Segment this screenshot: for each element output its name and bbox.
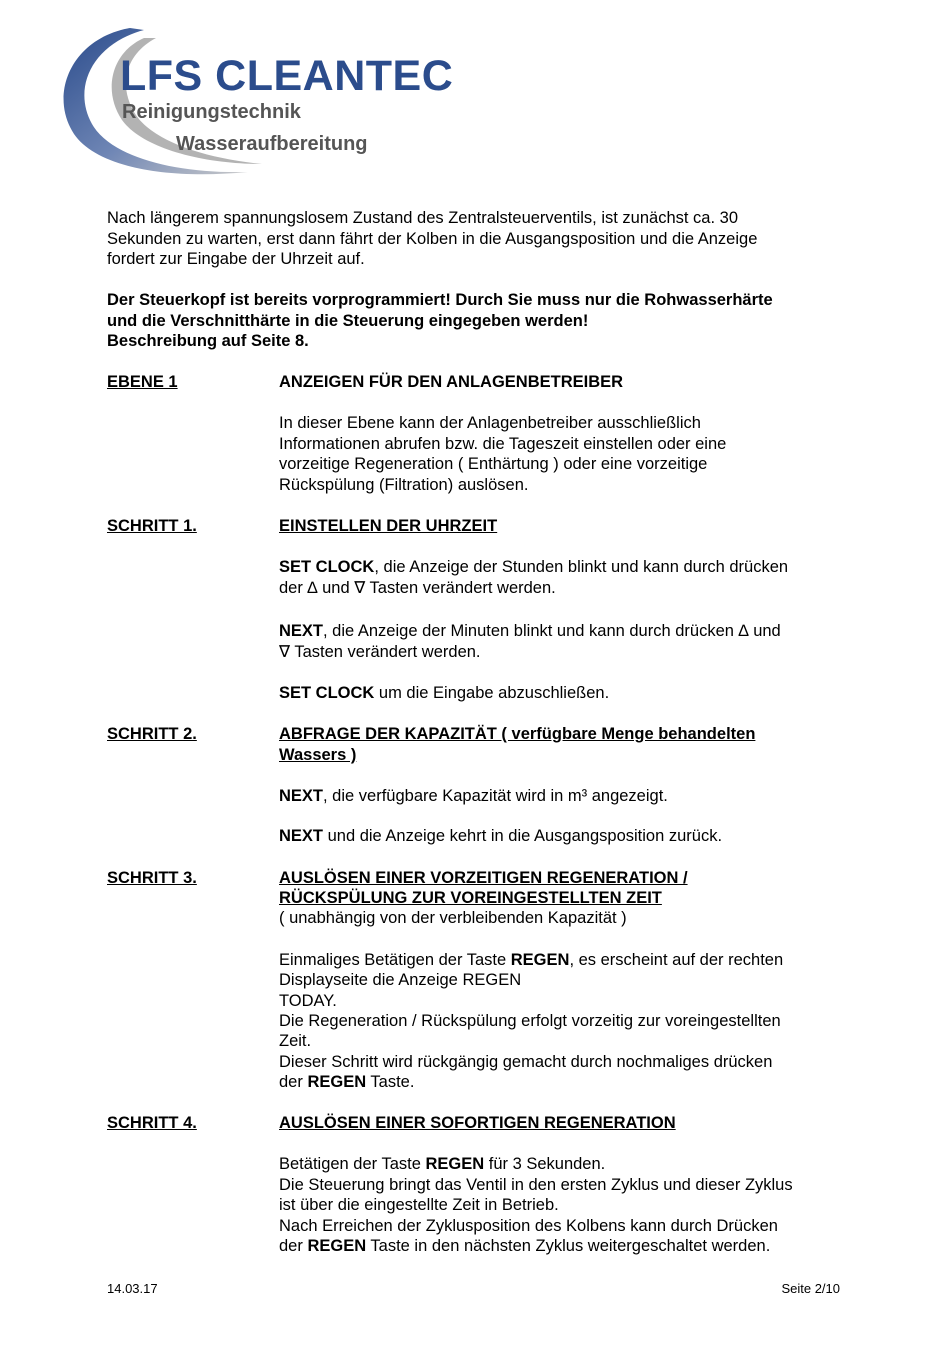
schritt3-line-7-pre: der <box>279 1073 308 1091</box>
schritt1-p2-line-2: ∇ Tasten verändert werden. <box>279 643 481 661</box>
schritt3-line-7-post: Taste. <box>366 1073 415 1091</box>
schritt1-p1-line-1 <box>279 557 788 578</box>
schritt1-label: SCHRITT 1. <box>107 517 197 535</box>
schritt3-line-6: Dieser Schritt wird rückgängig gemacht durch nochmaliges drücken <box>279 1053 773 1071</box>
regen-key: REGEN <box>510 951 570 969</box>
schritt3-line-5: Zeit. <box>279 1032 312 1050</box>
schritt2-p2-text: und die Anzeige kehrt in die Ausgangsposition zurück. <box>323 827 723 845</box>
regen-key: REGEN <box>307 1237 367 1255</box>
ebene1-label: EBENE 1 <box>107 373 178 391</box>
schritt2-heading-line-1: ABFRAGE DER KAPAZITÄT ( verfügbare Menge behandelten <box>279 725 756 743</box>
schritt4-line-5-post: Taste in den nächsten Zyklus weitergeschaltet werden. <box>366 1237 771 1255</box>
schritt1-p3-text: um die Eingabe abzuschließen. <box>374 684 610 702</box>
notice-line-1: Der Steuerkopf ist bereits vorprogrammiert! Durch Sie muss nur die Rohwasserhärte <box>107 291 773 309</box>
company-logo <box>52 24 492 184</box>
schritt1-p3 <box>279 683 609 704</box>
schritt3-line-2: Displayseite die Anzeige REGEN <box>279 971 522 989</box>
schritt1-p2-line-1 <box>279 621 781 642</box>
schritt4-line-4: Nach Erreichen der Zyklusposition des Kolbens kann durch Drücken <box>279 1217 778 1235</box>
schritt4-line-1-post: für 3 Sekunden. <box>484 1155 606 1173</box>
schritt3-note: ( unabhängig von der verbleibenden Kapazität ) <box>279 909 627 927</box>
ebene1-text-line-2: Informationen abrufen bzw. die Tageszeit einstellen oder eine <box>279 435 727 453</box>
set-clock-key: SET CLOCK <box>279 558 375 576</box>
next-key: NEXT <box>279 622 324 640</box>
schritt4-line-5-pre: der <box>279 1237 308 1255</box>
footer-page-number: Seite 2/10 <box>781 1281 840 1296</box>
set-clock-key: SET CLOCK <box>279 684 375 702</box>
schritt2-p2 <box>279 826 722 847</box>
schritt4-label: SCHRITT 4. <box>107 1114 197 1132</box>
regen-key: REGEN <box>307 1073 367 1091</box>
schritt1-p1-text: , die Anzeige der Stunden blinkt und kann durch drücken <box>374 558 789 576</box>
schritt1-p1-line-2: der ∆ und ∇ Tasten verändert werden. <box>279 579 556 597</box>
schritt4-line-1-pre: Betätigen der Taste <box>279 1155 426 1173</box>
intro-line-3: fordert zur Eingabe der Uhrzeit auf. <box>107 250 365 268</box>
intro-line-1: Nach längerem spannungslosem Zustand des Zentralsteuerventils, ist zunächst ca. 30 <box>107 209 739 227</box>
ebene1-text-line-1: In dieser Ebene kann der Anlagenbetreiber ausschließlich <box>279 414 701 432</box>
next-key: NEXT <box>279 827 324 845</box>
schritt4-line-2: Die Steuerung bringt das Ventil in den ersten Zyklus und dieser Zyklus <box>279 1176 793 1194</box>
footer-date: 14.03.17 <box>107 1281 158 1296</box>
next-key: NEXT <box>279 787 324 805</box>
schritt3-label: SCHRITT 3. <box>107 869 197 887</box>
intro-line-2: Sekunden zu warten, erst dann fährt der Kolben in die Ausgangsposition und die Anzeige <box>107 230 758 248</box>
schritt3-line-3: TODAY. <box>279 992 337 1010</box>
schritt2-p1 <box>279 786 668 807</box>
logo-title: LFS CLEANTEC <box>120 52 454 100</box>
notice-line-3: Beschreibung auf Seite 8. <box>107 332 309 350</box>
schritt3-heading-line-2: RÜCKSPÜLUNG ZUR VOREINGESTELLTEN ZEIT <box>279 889 662 907</box>
ebene1-text-line-4: Rückspülung (Filtration) auslösen. <box>279 476 529 494</box>
schritt3-line-4: Die Regeneration / Rückspülung erfolgt vorzeitig zur voreingestellten <box>279 1012 781 1030</box>
schritt2-p1-text: , die verfügbare Kapazität wird in m³ angezeigt. <box>323 787 668 805</box>
schritt3-heading-line-1: AUSLÖSEN EINER VORZEITIGEN REGENERATION / <box>279 869 688 887</box>
schritt4-line-1 <box>279 1154 605 1175</box>
schritt4-heading: AUSLÖSEN EINER SOFORTIGEN REGENERATION <box>279 1114 676 1132</box>
schritt3-line-1-pre: Einmaliges Betätigen der Taste <box>279 951 511 969</box>
ebene1-heading: ANZEIGEN FÜR DEN ANLAGENBETREIBER <box>279 373 624 391</box>
regen-key: REGEN <box>425 1155 485 1173</box>
ebene1-text-line-3: vorzeitige Regeneration ( Enthärtung ) oder eine vorzeitige <box>279 455 708 473</box>
schritt3-line-1-post: , es erscheint auf der rechten <box>569 951 784 969</box>
logo-subtitle-wasseraufbereitung: Wasseraufbereitung <box>176 133 368 155</box>
notice-line-2: und die Verschnitthärte in die Steuerung eingegeben werden! <box>107 312 589 330</box>
schritt4-line-3: ist über die eingestellte Zeit in Betrieb. <box>279 1196 559 1214</box>
schritt3-line-1 <box>279 950 783 971</box>
logo-subtitle-reinigungstechnik: Reinigungstechnik <box>122 101 301 123</box>
schritt2-heading-line-2: Wassers ) <box>279 746 357 764</box>
schritt2-label: SCHRITT 2. <box>107 725 197 743</box>
schritt1-p2-text: , die Anzeige der Minuten blinkt und kann durch drücken ∆ und <box>323 622 781 640</box>
schritt3-line-7 <box>279 1072 414 1093</box>
schritt1-heading: EINSTELLEN DER UHRZEIT <box>279 517 498 535</box>
schritt4-line-5 <box>279 1236 770 1257</box>
